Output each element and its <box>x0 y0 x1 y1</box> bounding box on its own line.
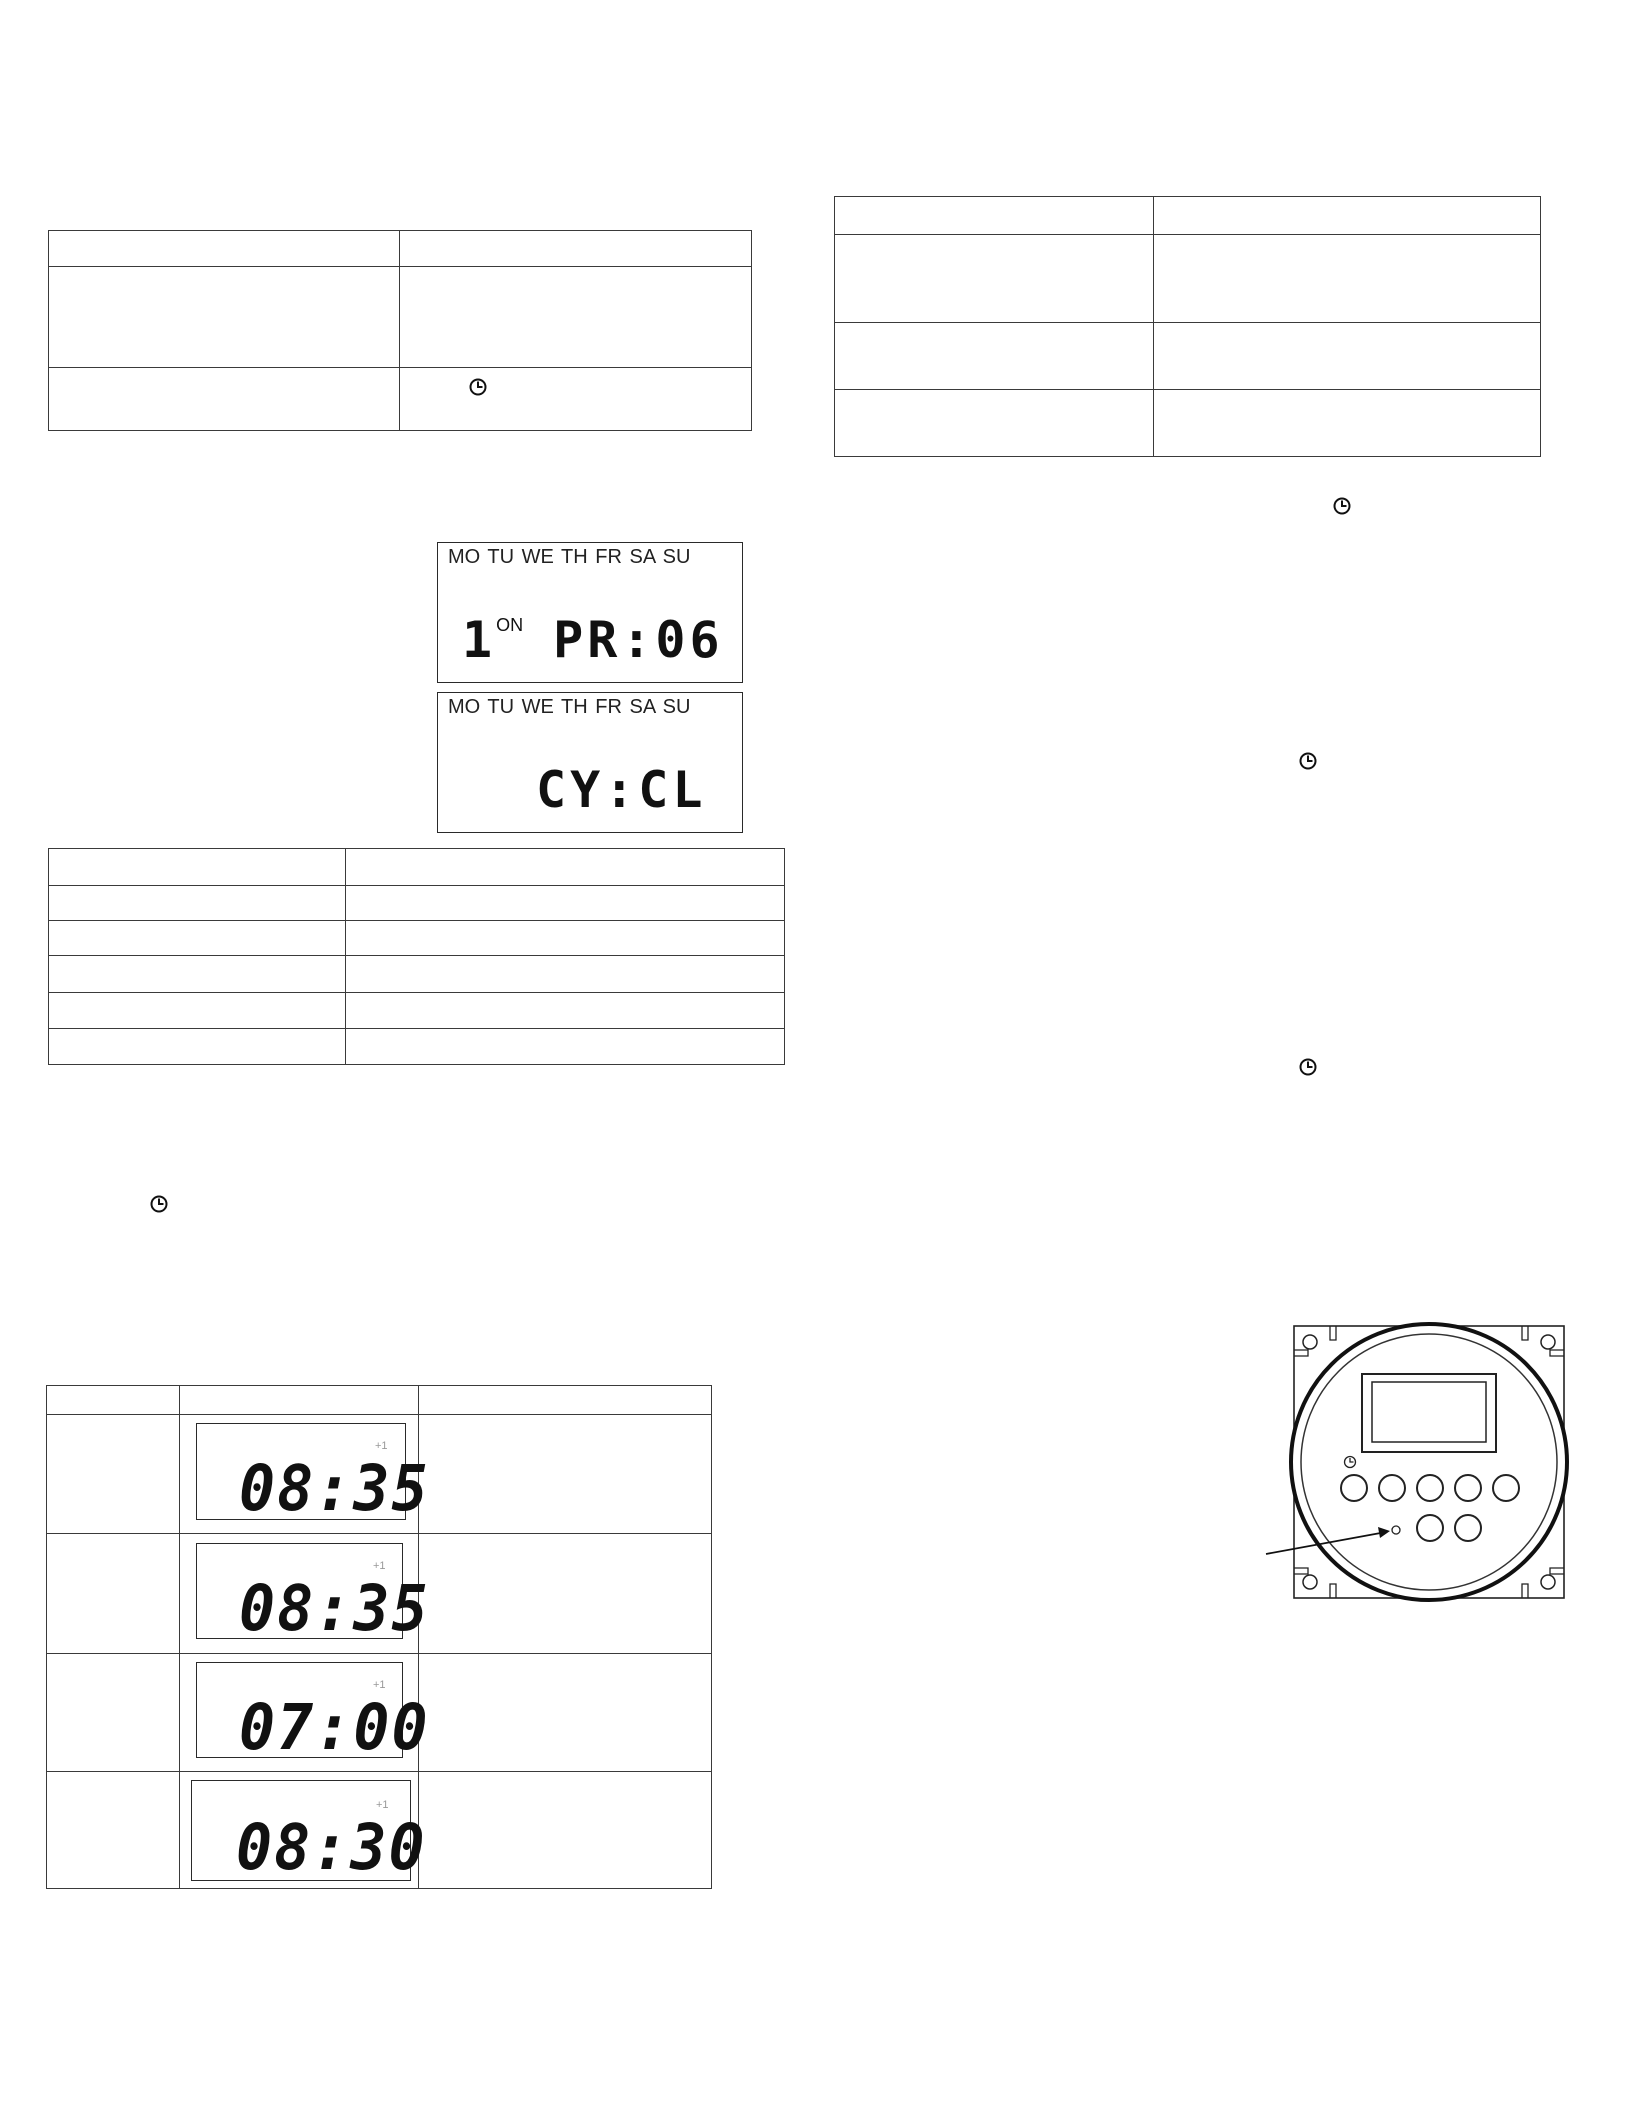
clock-icon <box>1332 496 1352 516</box>
clock-icon <box>468 377 488 397</box>
table-cell <box>47 1654 180 1772</box>
table-cell <box>835 235 1154 323</box>
weekday-labels: MO TU WE TH FR SA SU <box>448 696 691 718</box>
lcd-time-value: 08:35 <box>239 1452 430 1526</box>
table-cell <box>1154 390 1541 457</box>
lcd-time-display <box>196 1543 430 1646</box>
lcd-program-index-sup: ON <box>496 615 524 635</box>
table-cell <box>346 849 785 886</box>
clock-icon <box>1298 751 1318 771</box>
clock-icon <box>149 1194 169 1214</box>
table-cell <box>47 1386 180 1415</box>
table-cell <box>835 323 1154 390</box>
table-cell <box>49 921 346 956</box>
table-cell <box>346 921 785 956</box>
table-cell <box>400 231 752 267</box>
lcd-time-value: 07:00 <box>239 1691 430 1765</box>
table-cell <box>419 1654 712 1772</box>
table-cell <box>835 197 1154 235</box>
table-cell <box>346 956 785 993</box>
table-cell <box>47 1772 180 1889</box>
table-time-examples <box>46 1385 712 1889</box>
table-cell <box>49 368 400 431</box>
lcd-display-cycle <box>437 692 743 833</box>
table-cell <box>346 886 785 921</box>
table-cell <box>419 1534 712 1654</box>
table-cell <box>180 1654 430 1772</box>
lcd-time-display <box>196 1423 430 1526</box>
table-cell <box>419 1415 712 1534</box>
table-cell <box>47 1415 180 1534</box>
table-cell <box>1154 197 1541 235</box>
table-cell <box>835 390 1154 457</box>
table-cell <box>1154 323 1541 390</box>
lcd-plus-one: +1 <box>373 1560 386 1572</box>
lcd-time-value: 08:35 <box>239 1572 430 1646</box>
table-cell <box>180 1772 427 1889</box>
table-cell <box>49 886 346 921</box>
lcd-time-display <box>196 1662 430 1765</box>
lcd-plus-one: +1 <box>376 1799 389 1811</box>
lcd-display-program <box>437 542 743 683</box>
table-cell <box>346 993 785 1029</box>
lcd-plus-one: +1 <box>373 1679 386 1691</box>
table-cell <box>47 1534 180 1654</box>
table-cell <box>49 231 400 267</box>
table-cell <box>1154 235 1541 323</box>
table-cell <box>419 1386 712 1415</box>
table-top-left <box>48 230 752 431</box>
lcd-program-value: PR:06 <box>553 611 724 669</box>
table-cell <box>49 267 400 368</box>
lcd-time-display <box>191 1780 427 1885</box>
table-cell <box>400 267 752 368</box>
table-cell <box>419 1772 712 1889</box>
clock-icon <box>1298 1057 1318 1077</box>
table-cell <box>180 1415 430 1534</box>
lcd-program-readout <box>462 611 724 669</box>
lcd-cycle-value: CY:CL <box>536 761 707 819</box>
lcd-program-index: 1 <box>462 611 497 669</box>
table-cell <box>180 1386 419 1415</box>
lcd-plus-one: +1 <box>375 1440 388 1452</box>
table-cell <box>400 368 752 431</box>
table-cell <box>49 849 346 886</box>
table-cell <box>346 1029 785 1065</box>
table-cell <box>49 993 346 1029</box>
table-cell <box>49 956 346 993</box>
table-top-right <box>834 196 1541 457</box>
table-middle-left <box>48 848 785 1065</box>
timer-device-icon <box>1262 1320 1572 1610</box>
table-cell <box>49 1029 346 1065</box>
lcd-time-value: 08:30 <box>236 1811 427 1885</box>
weekday-labels: MO TU WE TH FR SA SU <box>448 546 691 568</box>
table-cell <box>180 1534 430 1654</box>
